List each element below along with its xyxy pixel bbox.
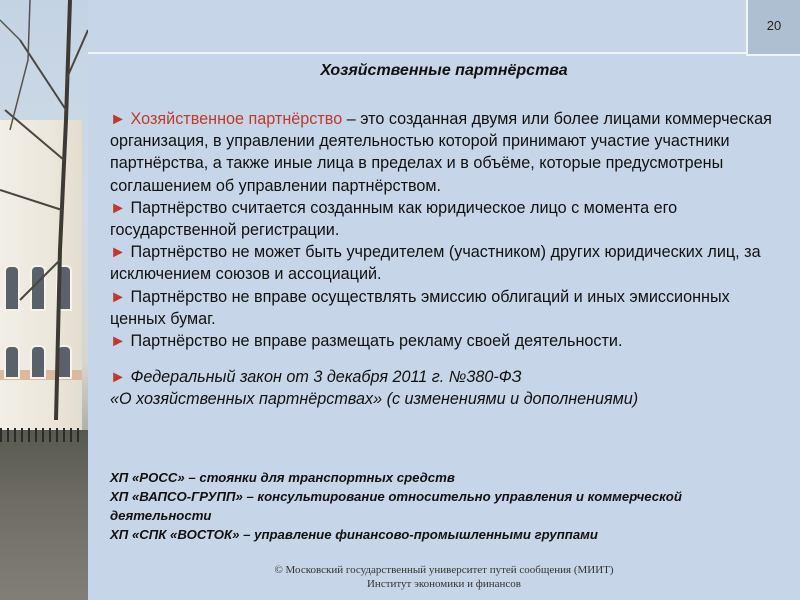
bullet-arrow-icon: ► bbox=[110, 368, 127, 387]
street-ground bbox=[0, 430, 88, 600]
entity-example: ХП «ВАПСО-ГРУПП» – консультирование относительно управления и коммерческой деятельности bbox=[110, 489, 682, 523]
building-photo bbox=[0, 0, 88, 600]
footer-institute: Институт экономики и финансов bbox=[366, 578, 522, 590]
bullet-arrow-icon: ► bbox=[110, 110, 127, 128]
bullet-arrow-icon: ► bbox=[110, 287, 127, 306]
bullet-arrow-icon: ► bbox=[110, 198, 127, 217]
paragraph-text: Партнёрство считается созданным как юридическое лицо с момента его государственной регистрации. bbox=[110, 198, 678, 240]
slide-footer bbox=[88, 563, 800, 591]
law-reference bbox=[110, 366, 782, 410]
law-title: Федеральный закон от 3 декабря 2011 г. №380-ФЗ bbox=[130, 368, 522, 387]
paragraph-text: – это созданная двумя или более лицами коммерческая организация, в управлении деятельностью которой принимают участие участники партнёрства, а также иные лица в пределах и в объёме, которые предусмотрены соглашением об управлении партнёрством. bbox=[110, 110, 772, 195]
paragraph-definition bbox=[110, 108, 782, 197]
law-line-1 bbox=[110, 366, 782, 388]
page-number: 20 bbox=[766, 18, 782, 33]
term-highlight: Хозяйственное партнёрство bbox=[130, 110, 343, 128]
bullet-arrow-icon: ► bbox=[110, 332, 127, 351]
footer-university: © Московский государственный университет путей сообщения (МИИТ) bbox=[274, 564, 614, 576]
paragraph-bonds bbox=[110, 286, 782, 330]
paragraph-text: Партнёрство не вправе размещать рекламу своей деятельности. bbox=[130, 332, 623, 351]
paragraph-text: Партнёрство не может быть учредителем (участником) других юридических лиц, за исключением союзов и ассоциаций. bbox=[110, 243, 761, 284]
paragraph-founder bbox=[110, 241, 782, 285]
paragraph-text: Партнёрство не вправе осуществлять эмиссию облигаций и иных эмиссионных ценных бумаг. bbox=[110, 287, 730, 328]
entity-example: ХП «РОСС» – стоянки для транспортных средств bbox=[110, 470, 455, 485]
paragraph-advertising bbox=[110, 330, 782, 352]
bullet-arrow-icon: ► bbox=[110, 243, 127, 262]
slide-body bbox=[110, 108, 782, 411]
slide-title: Хозяйственные партнёрства bbox=[320, 62, 568, 79]
law-subtitle: «О хозяйственных партнёрствах» (с изменениями и дополнениями) bbox=[110, 390, 639, 409]
paragraph-registration bbox=[110, 197, 782, 241]
entity-examples bbox=[110, 468, 782, 544]
entity-example: ХП «СПК «ВОСТОК» – управление финансово-промышленными группами bbox=[110, 527, 598, 542]
fence bbox=[0, 428, 80, 442]
header-divider bbox=[88, 52, 748, 54]
